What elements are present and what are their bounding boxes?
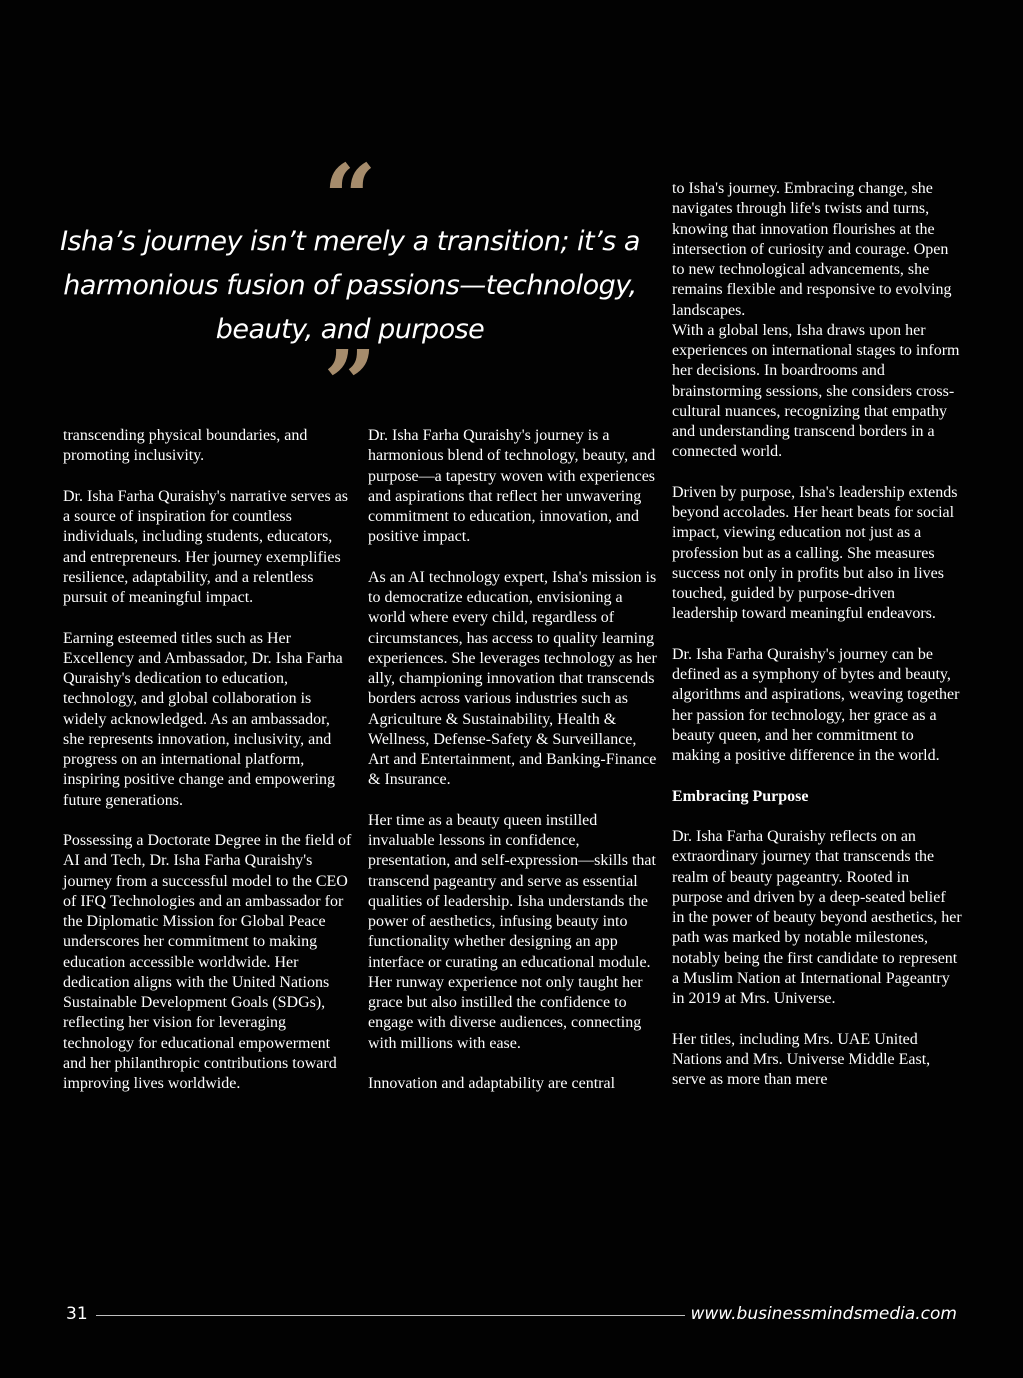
paragraph: Possessing a Doctorate Degree in the field of AI and Tech, Dr. Isha Farha Quraishy's journey from a successful model to the CEO of IFQ Technologies and an ambassador for the Diplomatic Mission for Global Peace underscores her commitment to making education accessible worldwide. Her dedication aligns with the United Nations Sustainable Development Goals (SDGs), reflecting her vision for leveraging technology for educational empowerment and her philanthropic contributions toward improving lives worldwide.	[63, 832, 352, 1092]
page-number: 31	[66, 1304, 88, 1324]
paragraph: With a global lens, Isha draws upon her experiences on international stages to inform her decisions. In boardrooms and brainstorming sessions, she considers cross-cultural nuances, recognizing that empathy and understanding transcend borders in a connected world.	[672, 321, 960, 461]
paragraph: Dr. Isha Farha Quraishy's journey is a harmonious blend of technology, beauty, and purpose—a tapestry woven with experiences and aspirations that reflect her unwavering commitment to education, innovation, and positive impact.	[368, 427, 656, 546]
paragraph: As an AI technology expert, Isha's mission is to democratize education, envisioning a world where every child, regardless of circumstances, has access to quality learning experiences. She leverages technology as her ally, championing innovation that transcends borders across various industries such as Agriculture & Sustainability, Health & Wellness, Defense-Safety & Surveillance, Art and Entertainment, and Banking-Finance & Insurance.	[368, 568, 657, 789]
open-quote-mark: “	[323, 144, 377, 252]
paragraph: Earning esteemed titles such as Her Excellency and Ambassador, Dr. Isha Farha Quraishy's dedication to education, technology, and global collaboration is widely acknowledged. As an ambassador, she represents innovation, inclusivity, and progress on an international platform, inspiring positive change and empowering future generations.	[63, 629, 343, 809]
paragraph: Dr. Isha Farha Quraishy reflects on an extraordinary journey that transcends the realm of beauty pageantry. Rooted in purpose and driven by a deep-seated belief in the power of beauty beyond aesthetics, her path was marked by notable milestones, notably being the first candidate to represent a Muslim Nation at International Pageantry in 2019 at Mrs. Universe.	[672, 828, 962, 1007]
paragraph: Dr. Isha Farha Quraishy's narrative serves as a source of inspiration for countless individuals, including students, educators, and entrepreneurs. Her journey exemplifies resilience, adaptability, and a relentless pursuit of meaningful impact.	[63, 487, 349, 606]
paragraph: Her time as a beauty queen instilled invaluable lessons in confidence, presentation, and self-expression—skills that transcend pageantry and serve as essential qualities of leadership. Isha understands the power of aesthetics, infusing beauty into functionality whether designing an app interface or curating an educational module. Her runway experience not only taught her grace but also instilled the confidence to engage with diverse audiences, connecting with millions with ease.	[368, 811, 656, 1052]
paragraph: Her titles, including Mrs. UAE United Nations and Mrs. Universe Middle East, serve as more than mere	[672, 1030, 931, 1088]
article-column-2	[368, 426, 660, 1094]
paragraph: transcending physical boundaries, and promoting inclusivity.	[63, 427, 308, 465]
paragraph: Driven by purpose, Isha's leadership extends beyond accolades. Her heart beats for social impact, viewing education not just as a profession but as a calling. She measures success not only in profits but also in lives touched, guided by purpose-driven leadership toward meaningful endeavors.	[672, 483, 958, 623]
pull-quote	[60, 144, 640, 438]
article-column-1	[63, 426, 353, 1094]
paragraph: Innovation and adaptability are central	[368, 1075, 616, 1092]
website-link[interactable]: www.businessmindsmedia.com	[690, 1304, 957, 1324]
paragraph: Dr. Isha Farha Quraishy's journey can be defined as a symphony of bytes and beauty, algorithms and aspirations, weaving together her passion for technology, her grace as a beauty queen, and her commitment to making a positive difference in the world.	[672, 645, 960, 764]
section-heading: Embracing Purpose	[672, 787, 809, 805]
paragraph: to Isha's journey. Embracing change, she navigates through life's twists and turns, knowing that innovation flourishes at the intersection of curiosity and courage. Open to new technological advancements, she remains flexible and responsive to evolving landscapes.	[672, 180, 952, 319]
footer-divider	[96, 1315, 685, 1316]
pull-quote-text: Isha’s journey isn’t merely a transition; it’s a harmonious fusion of passions—technology, beauty, and purpose	[60, 226, 640, 345]
article-column-3	[672, 179, 962, 1090]
page-footer	[66, 1304, 957, 1330]
close-quote-mark: ”	[323, 330, 377, 438]
